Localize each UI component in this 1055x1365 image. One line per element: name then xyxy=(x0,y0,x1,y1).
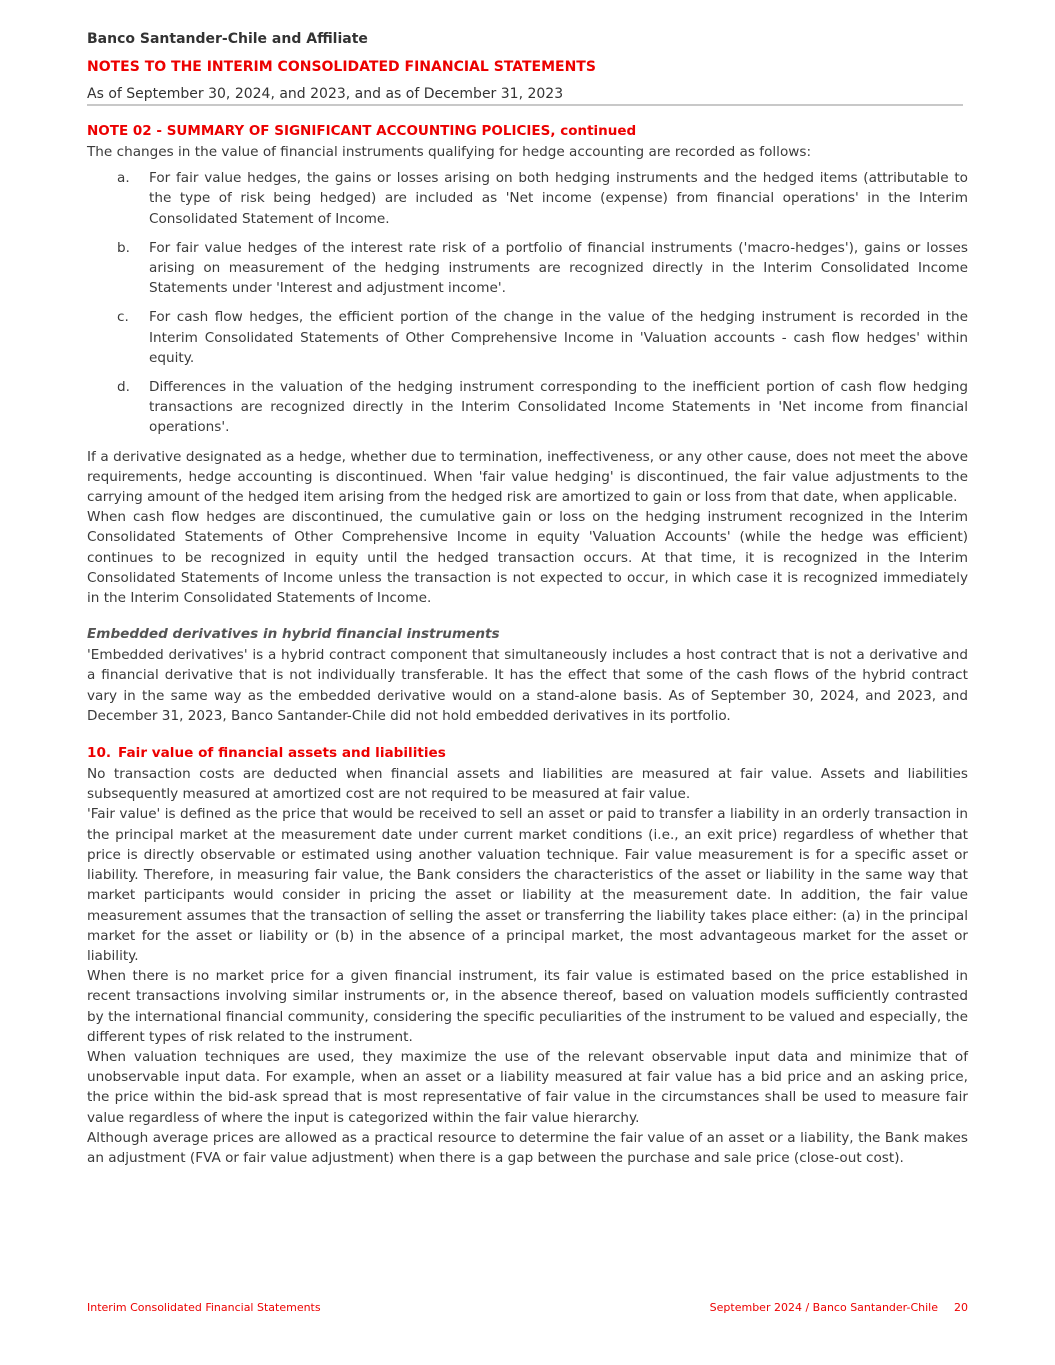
transaction-costs-paragraph: No transaction costs are deducted when financial assets and liabilities are measured at fair value. Assets and liabilities subsequently measured at amortized cost are not required to be measured at fair value. xyxy=(87,766,968,803)
notes-title: NOTES TO THE INTERIM CONSOLIDATED FINANCIAL STATEMENTS xyxy=(87,59,596,75)
list-item-text: For cash flow hedges, the efficient portion of the change in the value of the hedging instrument is recorded in the Interim Consolidated Statements of Other Comprehensive Income in 'Valuation accounts - cash flow hedges' within equity. xyxy=(149,309,968,366)
list-item-text: For fair value hedges, the gains or losses arising on both hedging instruments and the hedged items (attributable to the type of risk being hedged) are included as 'Net income (expense) from financial operations' in the Interim Consolidated Statement of Income. xyxy=(149,170,968,227)
list-item xyxy=(87,168,968,229)
valuation-techniques-paragraph: When valuation techniques are used, they maximize the use of the relevant observable input data and minimize that of unobservable input data. For example, when an asset or a liability measured at fair value has a bid price and an asking price, the price within the bid-ask spread that is most representative of fair value in the circumstances shall be used to measure fair value regardless of where the input is categorized within the fair value hierarchy. xyxy=(87,1048,968,1126)
list-marker: b. xyxy=(117,239,130,256)
page-number: 20 xyxy=(954,1301,968,1314)
no-market-price-paragraph: When there is no market price for a given financial instrument, its fair value is estimated based on the price established in recent transactions involving similar instruments or, in the absence thereof, based on valuation models sufficiently contrasted by the international financial community, considering the specific peculiarities of the instrument to be valued and especially, the different types of risk related to the instrument. xyxy=(87,968,968,1045)
section-title: Fair value of financial assets and liabilities xyxy=(118,745,446,762)
embedded-derivatives-heading: Embedded derivatives in hybrid financial instruments xyxy=(87,626,500,643)
page-content xyxy=(87,28,968,1168)
average-prices-paragraph: Although average prices are allowed as a practical resource to determine the fair value of an asset or a liability, the Bank makes an adjustment (FVA or fair value adjustment) when there is a gap between the purchase and sale price (close-out cost). xyxy=(87,1129,968,1166)
list-marker: c. xyxy=(117,309,129,326)
hedge-accounting-list xyxy=(87,168,968,437)
header-divider xyxy=(87,104,963,106)
list-item-text: For fair value hedges of the interest rate risk of a portfolio of financial instruments ('macro-hedges'), gains or losses arising on measurement of the hedging instruments are recognized directly in the Interim Consolidated Income Statements under 'Interest and adjustment income'. xyxy=(149,239,968,297)
company-name: Banco Santander-Chile and Affiliate xyxy=(87,31,368,47)
footer-source: September 2024 / Banco Santander-Chile xyxy=(709,1301,938,1314)
list-item xyxy=(87,377,968,438)
cash-flow-paragraph: When cash flow hedges are discontinued, the cumulative gain or loss on the hedging instrument recognized in the Interim Consolidated Statements of Other Comprehensive Income in equity 'Valuation Accounts' (while the hedge was efficient) continues to be recognized in equity until the hedged transaction occurs. At that time, it is recognized in the Interim Consolidated Statements of Income unless the transaction is not expected to occur, in which case it is recognized immediately in the Interim Consolidated Statements of Income. xyxy=(87,509,968,607)
list-marker: a. xyxy=(117,170,130,187)
intro-paragraph: The changes in the value of financial instruments qualifying for hedge accounting are recorded as follows: xyxy=(87,144,812,160)
note-heading: NOTE 02 - SUMMARY OF SIGNIFICANT ACCOUNTING POLICIES, continued xyxy=(87,123,637,139)
list-item-text: Differences in the valuation of the hedging instrument corresponding to the inefficient portion of cash flow hedging transactions are recognized directly in the Interim Consolidated Income Statements in 'Net income from financial operations'. xyxy=(149,379,968,436)
discontinued-paragraph: If a derivative designated as a hedge, whether due to termination, ineffectiveness, or any other cause, does not meet the above requirements, hedge accounting is discontinued. When 'fair value hedging' is discontinued, the fair value adjustments to the carrying amount of the hedged item arising from the hedged risk are amortized to gain or loss from that date, when applicable. xyxy=(87,448,968,506)
list-item xyxy=(87,307,968,368)
footer-right xyxy=(710,1301,968,1314)
footer-left: Interim Consolidated Financial Statements xyxy=(87,1301,321,1314)
embedded-derivatives-paragraph: 'Embedded derivatives' is a hybrid contract component that simultaneously includes a host contract that is not a derivative and a financial derivative that is not individually transferable. It has the effect that some of the cash flows of the hybrid contract vary in the same way as the embedded derivative would on a stand-alone basis. As of September 30, 2024, and 2023, and December 31, 2023, Banco Santander-Chile did not hold embedded derivatives in its portfolio. xyxy=(87,647,968,724)
section-10-heading xyxy=(87,742,968,764)
list-marker: d. xyxy=(117,379,130,396)
as-of-date: As of September 30, 2024, and 2023, and as of December 31, 2023 xyxy=(87,86,564,102)
list-item xyxy=(87,238,968,299)
section-number: 10. xyxy=(87,745,112,762)
fair-value-definition-paragraph: 'Fair value' is defined as the price that would be received to sell an asset or paid to transfer a liability in an orderly transaction in the principal market at the measurement date under current market conditions (i.e., an exit price) regardless of whether that price is directly observable or estimated using another valuation technique. Fair value measurement is for a specific asset or liability. Therefore, in measuring fair value, the Bank considers the characteristics of the asset or liability in the same way that market participants would consider in pricing the asset or liability at the measurement date. In addition, the fair value measurement assumes that the transaction of selling the asset or transferring the liability takes place either: (a) in the principal market for the asset or liability or (b) in the absence of a principal market, the most advantageous market for the asset or liability. xyxy=(87,806,968,964)
